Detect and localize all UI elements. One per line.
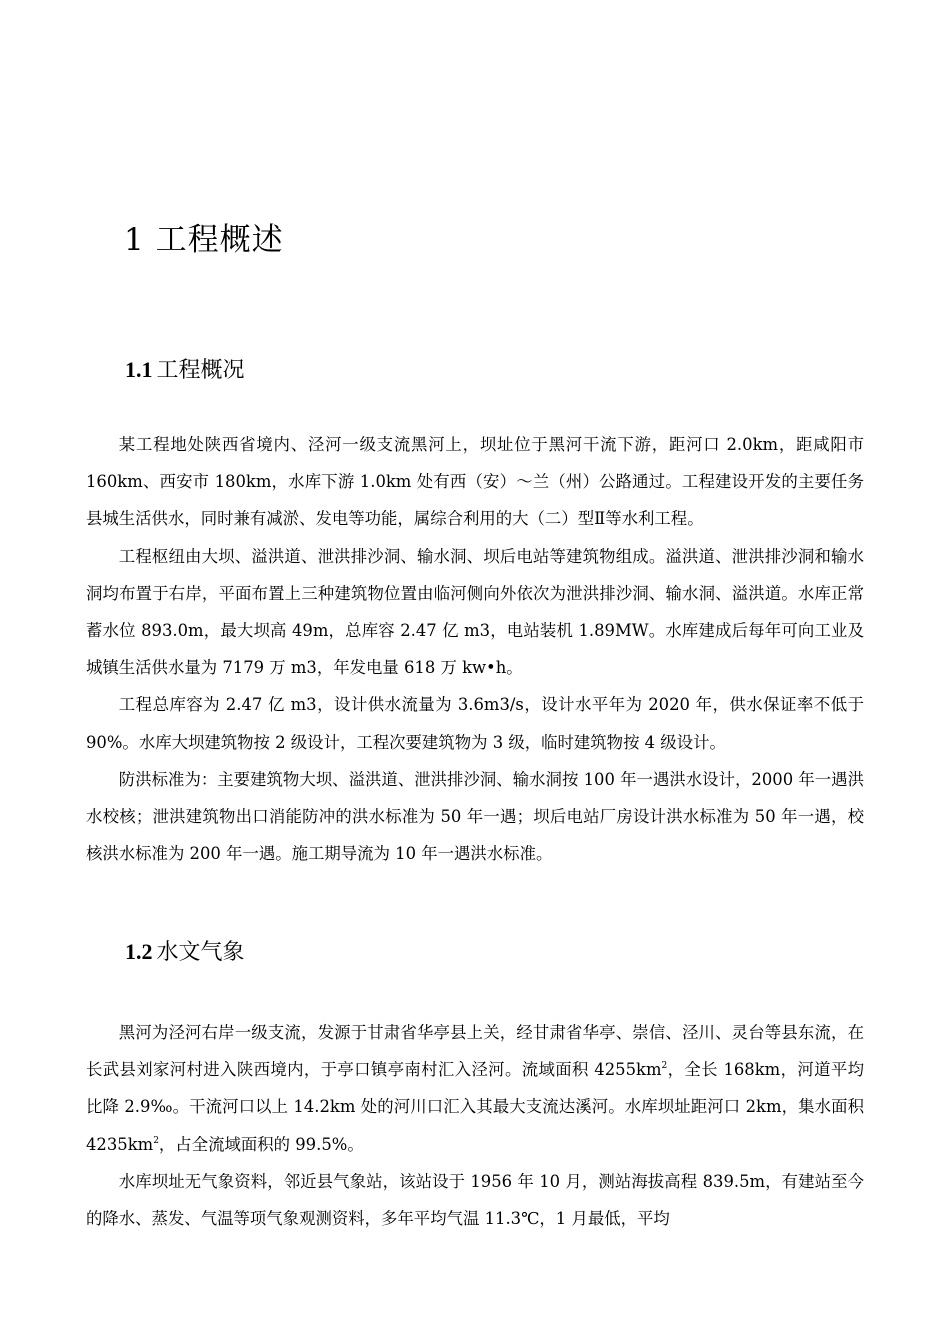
section-title-text: 工程概况 bbox=[156, 358, 245, 383]
paragraph-text: ，全长 168km，河道平均比降 2.9‰。干流河口以上 14.2km 处的河川口汇入其最大支流达溪河。水库坝址距河口 2km，集水面积 4235km bbox=[86, 1060, 864, 1154]
paragraph: 水库坝址无气象资料，邻近县气象站，该站设于 1956 年 10 月，测站海拔高程 839.5m，有建站至今的降水、蒸发、气温等项气象观测资料，多年平均气温 11.3℃，1 月最低，平均 bbox=[86, 1171, 864, 1229]
paragraph-text: ，占全流域面积的 99.5%。 bbox=[158, 1134, 364, 1154]
paragraph: 防洪标准为：主要建筑物大坝、溢洪道、泄洪排沙洞、输水洞按 100 年一遇洪水设计，2000 年一遇洪水校核；泄洪建筑物出口消能防冲的洪水标准为 50 年一遇；坝后电站厂房设计洪水标准为 50 年一遇，校核洪水标准为 200 年一遇。施工期导流为 10 年一遇洪水标准。 bbox=[86, 769, 864, 864]
section-heading-1-1 bbox=[125, 354, 245, 387]
paragraph: 工程枢纽由大坝、溢洪道、泄洪排沙洞、输水洞、坝后电站等建筑物组成。溢洪道、泄洪排沙洞和输水洞均布置于右岸，平面布置上三种建筑物位置由临河侧向外依次为泄洪排沙洞、输水洞、溢洪道。水库正常蓄水位 893.0m，最大坝高 49m，总库容 2.47 亿 m3，电站装机 1.89MW。水库建成后每年可向工业及城镇生活供水量为 7179 万 m3，年发电量 618 万 kw•h。 bbox=[86, 546, 864, 678]
section-number: 1.1 bbox=[125, 357, 153, 382]
section-number: 1.2 bbox=[125, 939, 153, 964]
paragraph bbox=[86, 1014, 864, 1163]
paragraph: 工程总库容为 2.47 亿 m3，设计供水流量为 3.6m3/s，设计水平年为 2020 年，供水保证率不低于 90%。水库大坝建筑物按 2 级设计，工程次要建筑物为 3 级，临时建筑物按 4 级设计。 bbox=[86, 695, 864, 752]
section-1-2-body bbox=[86, 1014, 864, 1237]
paragraph-text: 黑河为泾河右岸一级支流，发源于甘肃省华亭县上关，经甘肃省华亭、崇信、泾川、灵台等县东流，在长武县刘家河村进入陕西境内，于亭口镇亭南村汇入泾河。流域面积 4255km bbox=[86, 1023, 864, 1080]
chapter-title: 1 工程概述 bbox=[124, 222, 284, 258]
section-title-text: 水文气象 bbox=[156, 940, 245, 965]
section-1-1-body bbox=[86, 426, 864, 872]
superscript: 2 bbox=[153, 1135, 159, 1146]
section-heading-1-2 bbox=[125, 936, 245, 969]
superscript: 2 bbox=[661, 1061, 668, 1072]
paragraph: 某工程地处陕西省境内、泾河一级支流黑河上，坝址位于黑河干流下游，距河口 2.0km，距咸阳市 160km、西安市 180km，水库下游 1.0km 处有西（安）～兰（州）公路通过。工程建设开发的主要任务县城生活供水，同时兼有减淤、发电等功能，属综合利用的大（二）型Ⅱ等水利工程。 bbox=[86, 435, 864, 529]
